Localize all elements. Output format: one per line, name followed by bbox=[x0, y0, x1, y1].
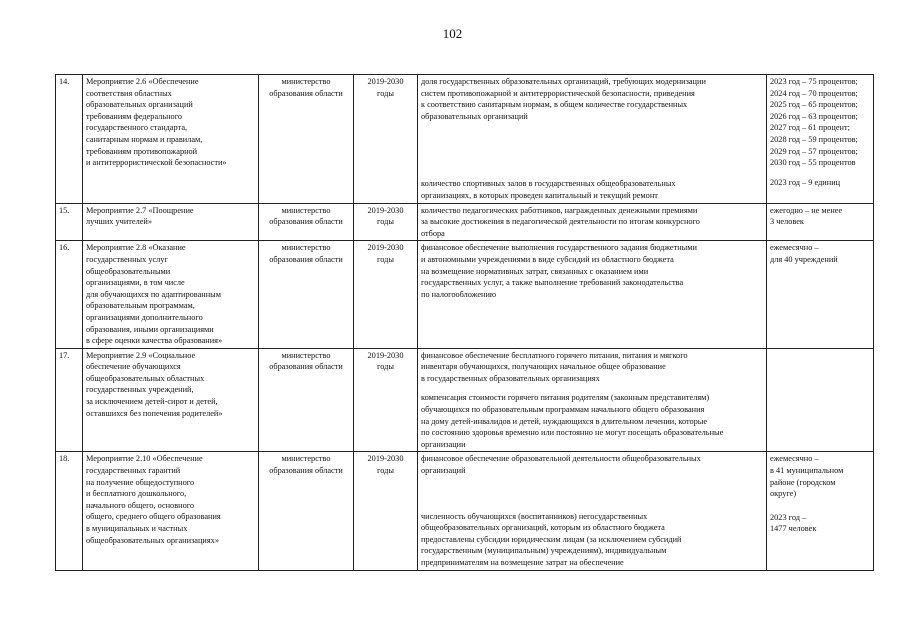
measure-name-line: на получение общедоступного bbox=[86, 477, 195, 487]
row-number: 14. bbox=[59, 77, 70, 86]
measure-name-line: государственных гарантий bbox=[86, 466, 181, 476]
measure-name-line: Мероприятие 2.8 «Оказание bbox=[86, 243, 186, 253]
indicator-line: на возмещение нормативных затрат, связанных с оказанием ими bbox=[421, 266, 649, 276]
page-number: 102 bbox=[442, 26, 463, 41]
indicator-line: государственным (муниципальным) учреждениям), индивидуальным bbox=[421, 546, 667, 556]
period-cell bbox=[354, 452, 418, 570]
responsible-org-line: образования области bbox=[269, 88, 343, 98]
measure-name-line: общего, среднего общего образования bbox=[86, 512, 221, 522]
indicator-line: обучающихся по образовательным программам начального общего образования bbox=[421, 405, 705, 415]
row-number: 18. bbox=[59, 454, 70, 464]
table-row bbox=[56, 75, 874, 204]
row-number: 16. bbox=[59, 243, 70, 253]
period-line: годы bbox=[377, 217, 394, 227]
period-cell bbox=[354, 203, 418, 241]
responsible-org-cell bbox=[259, 348, 354, 452]
period-line: 2019-2030 bbox=[367, 350, 404, 360]
indicator-line: финансовое обеспечение бесплатного горячего питания, питания и мягкого bbox=[421, 350, 688, 360]
measure-name-line: Мероприятие 2.7 «Поощрение bbox=[86, 205, 194, 215]
indicator-line: по налогообложению bbox=[421, 289, 497, 299]
row-number-cell bbox=[56, 241, 83, 348]
indicator-line: государственных услуг, а также выполнение требований законодательства bbox=[421, 278, 684, 288]
measure-name-line: Мероприятие 2.10 «Обеспечение bbox=[86, 454, 203, 464]
responsible-org-line: министерство bbox=[281, 350, 331, 360]
target-value-line: 1477 человек bbox=[770, 524, 817, 534]
period-line: 2019-2030 bbox=[367, 454, 404, 464]
measure-name-line: лучших учителей» bbox=[86, 217, 152, 227]
target-value-line: 2023 год – 75 процентов; bbox=[770, 77, 858, 86]
measure-name-line: общеобразовательных организациях» bbox=[86, 535, 219, 545]
indicator-line: к соответствию санитарным нормам, в общем количестве государственных bbox=[421, 100, 688, 110]
indicator-line: количество спортивных залов в государственных общеобразовательных bbox=[421, 179, 676, 189]
measure-name-line: общеобразовательных областных bbox=[86, 373, 205, 383]
indicator-cell bbox=[418, 203, 767, 241]
target-value-line: ежемесячно – bbox=[770, 243, 819, 253]
indicator-line: общеобразовательных организаций, которым из областного бюджета bbox=[421, 523, 665, 533]
indicator-line: образовательных организаций bbox=[421, 111, 528, 121]
table-row bbox=[56, 241, 874, 348]
indicator-line: предпринимателям на возмещение затрат на обеспечение bbox=[421, 558, 624, 567]
indicator-cell bbox=[418, 241, 767, 348]
table-row bbox=[56, 203, 874, 241]
indicator-cell bbox=[418, 75, 767, 204]
measure-name-line: Мероприятие 2.6 «Обеспечение bbox=[86, 77, 199, 86]
measure-name-cell bbox=[83, 348, 259, 452]
responsible-org-cell bbox=[259, 75, 354, 204]
measure-name-cell bbox=[83, 75, 259, 204]
target-value-line: ежемесячно – bbox=[770, 454, 819, 464]
indicator-line: финансовое обеспечение образовательной деятельности общеобразовательных bbox=[421, 454, 701, 464]
period-cell bbox=[354, 241, 418, 348]
responsible-org-line: министерство bbox=[281, 454, 331, 464]
responsible-org-cell bbox=[259, 203, 354, 241]
target-value-cell bbox=[767, 203, 874, 241]
row-number-cell bbox=[56, 452, 83, 570]
period-cell bbox=[354, 75, 418, 204]
measure-name-line: образовательным программам, bbox=[86, 301, 195, 311]
measure-name-line: государственных учреждений, bbox=[86, 385, 194, 395]
row-number: 17. bbox=[59, 350, 70, 360]
responsible-org-line: министерство bbox=[281, 243, 331, 253]
period-line: годы bbox=[377, 254, 394, 264]
indicator-line: компенсация стоимости горячего питания родителям (законным представителям) bbox=[421, 393, 710, 403]
indicator-line: организаций bbox=[421, 466, 466, 476]
target-value-cell bbox=[767, 452, 874, 570]
program-measures-table bbox=[55, 74, 874, 571]
responsible-org-line: образования области bbox=[269, 254, 343, 264]
responsible-org-cell bbox=[259, 241, 354, 348]
measure-name-line: начального общего, основного bbox=[86, 500, 195, 510]
measure-name-cell bbox=[83, 452, 259, 570]
period-line: годы bbox=[377, 466, 394, 476]
measure-name-line: Мероприятие 2.9 «Социальное bbox=[86, 350, 196, 360]
row-number-cell bbox=[56, 348, 83, 452]
target-value-line: ежегодно – не менее bbox=[770, 205, 843, 215]
indicator-line: за высокие достижения в педагогической деятельности по итогам конкурсного bbox=[421, 217, 700, 227]
row-number: 15. bbox=[59, 205, 70, 215]
measure-name-line: обеспечение обучающихся bbox=[86, 362, 181, 372]
target-value-line: в 41 муниципальном bbox=[770, 466, 844, 476]
responsible-org-line: министерство bbox=[281, 77, 331, 86]
measure-name-line: государственных услуг bbox=[86, 254, 168, 264]
target-value-line: 2030 год – 55 процентов bbox=[770, 158, 856, 168]
indicator-line: численность обучающихся (воспитанников) негосударственных bbox=[421, 511, 648, 521]
responsible-org-line: образования области bbox=[269, 466, 343, 476]
target-value-line: 2023 год – 9 единиц bbox=[770, 177, 841, 187]
period-line: 2019-2030 bbox=[367, 205, 404, 215]
indicator-cell bbox=[418, 452, 767, 570]
measure-name-line: соответствия областных bbox=[86, 88, 172, 98]
indicator-line: финансовое обеспечение выполнения государственного задания бюджетными bbox=[421, 243, 697, 253]
responsible-org-line: образования области bbox=[269, 217, 343, 227]
indicator-line: предоставлены субсидии юридическим лицам (за исключением субсидий bbox=[421, 534, 682, 544]
measure-name-line: и антитеррористической безопасности» bbox=[86, 158, 227, 168]
indicator-line: инвентаря обучающихся, получающих начальное общее образование bbox=[421, 362, 666, 372]
indicator-line: организациях, в которых проведен капитальный и текущий ремонт bbox=[421, 190, 658, 200]
indicator-line: на дому детей-инвалидов и детей, нуждающихся в длительном лечении, которые bbox=[421, 416, 708, 426]
target-value-line: 2024 год – 70 процентов; bbox=[770, 88, 858, 98]
target-value-line: 2029 год – 57 процентов; bbox=[770, 146, 858, 156]
target-value-line: 3 человек bbox=[770, 217, 804, 227]
measure-name-line: и бесплатного дошкольного, bbox=[86, 489, 187, 499]
indicator-line: организации bbox=[421, 439, 466, 449]
target-value-line: 2027 год – 61 процент; bbox=[770, 123, 850, 133]
measure-name-line: образования, иными организациями bbox=[86, 324, 214, 334]
indicator-line: и автономными учреждениями в виде субсидий из областного бюджета bbox=[421, 254, 674, 264]
period-line: годы bbox=[377, 362, 394, 372]
measure-name-cell bbox=[83, 203, 259, 241]
target-value-cell bbox=[767, 75, 874, 204]
indicator-line: количество педагогических работников, награжденных денежными премиями bbox=[421, 205, 698, 215]
row-number-cell bbox=[56, 203, 83, 241]
indicator-line: в государственных образовательных организациях bbox=[421, 373, 600, 383]
row-number-cell bbox=[56, 75, 83, 204]
target-value-line: 2026 год – 63 процентов; bbox=[770, 111, 858, 121]
target-value-line: для 40 учреждений bbox=[770, 254, 838, 264]
responsible-org-cell bbox=[259, 452, 354, 570]
target-value-line: 2023 год – bbox=[770, 512, 807, 522]
table-row bbox=[56, 452, 874, 570]
period-line: 2019-2030 bbox=[367, 77, 404, 86]
target-value-line: 2028 год – 59 процентов; bbox=[770, 134, 858, 144]
indicator-line: доля государственных образовательных организаций, требующих модернизации bbox=[421, 77, 706, 86]
period-line: 2019-2030 bbox=[367, 243, 404, 253]
measure-name-line: санитарным нормам и правилам, bbox=[86, 134, 203, 144]
responsible-org-line: министерство bbox=[281, 205, 331, 215]
measure-name-line: требованиям противопожарной bbox=[86, 146, 198, 156]
measure-name-line: в сфере оценки качества образования» bbox=[86, 336, 223, 346]
measure-name-line: для обучающихся по адаптированным bbox=[86, 289, 221, 299]
measure-name-line: оставшихся без попечения родителей» bbox=[86, 408, 223, 418]
target-value-line: округе) bbox=[770, 489, 797, 499]
measure-name-line: общеобразовательными bbox=[86, 266, 171, 276]
table-row bbox=[56, 348, 874, 452]
indicator-line: по состоянию здоровья временно или постоянно не могут посещать образовательные bbox=[421, 428, 724, 438]
measure-name-line: за исключением детей-сирот и детей, bbox=[86, 397, 218, 407]
measure-name-line: в муниципальных и частных bbox=[86, 524, 188, 533]
target-value-cell bbox=[767, 348, 874, 452]
measure-name-line: требованиям федерального bbox=[86, 111, 183, 121]
period-line: годы bbox=[377, 88, 394, 98]
measure-name-line: государственного стандарта, bbox=[86, 123, 188, 133]
target-value-cell bbox=[767, 241, 874, 348]
target-value-line: районе (городском bbox=[770, 477, 836, 487]
indicator-line: отбора bbox=[421, 228, 445, 238]
measure-name-line: организациями, в том числе bbox=[86, 278, 185, 288]
indicator-line: систем противопожарной и антитеррористической безопасности, приведения bbox=[421, 88, 695, 98]
measure-name-line: организациями дополнительного bbox=[86, 312, 203, 322]
responsible-org-line: образования области bbox=[269, 362, 343, 372]
period-cell bbox=[354, 348, 418, 452]
measure-name-line: образовательных организаций bbox=[86, 100, 193, 110]
indicator-cell bbox=[418, 348, 767, 452]
target-value-line: 2025 год – 65 процентов; bbox=[770, 100, 858, 110]
measure-name-cell bbox=[83, 241, 259, 348]
